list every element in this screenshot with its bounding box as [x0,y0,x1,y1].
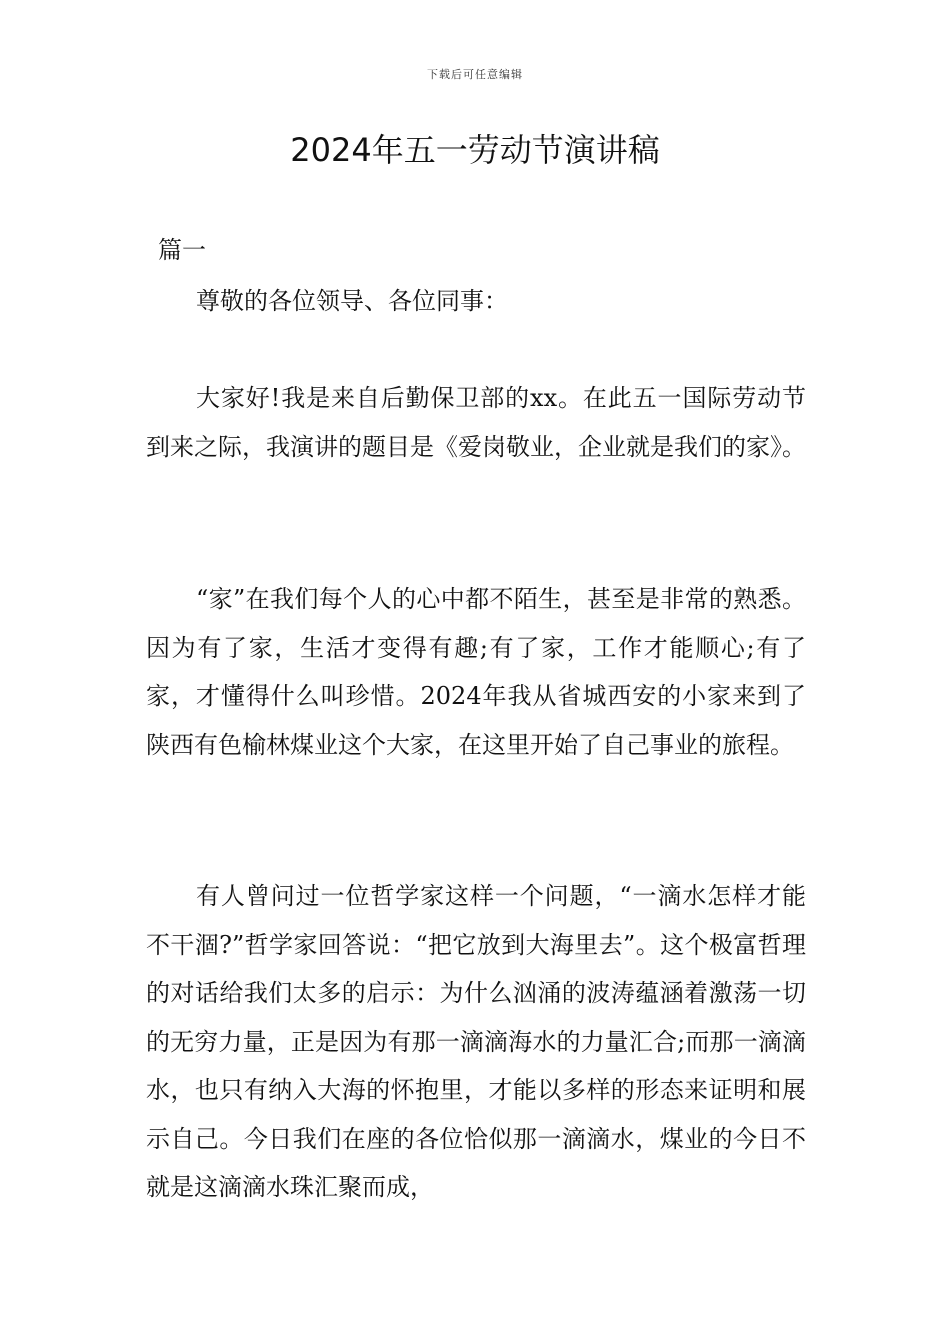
salutation: 尊敬的各位领导、各位同事： [196,287,508,315]
document-title: 2024年五一劳动节演讲稿 [290,131,660,169]
paragraph-1: 大家好!我是来自后勤保卫部的xx。在此五一国际劳动节到来之际，我演讲的题目是《爱岗敬业，企业就是我们的家》。 [146,384,806,461]
paragraph-3: 有人曾问过一位哲学家这样一个问题，“一滴水怎样才能不干涸?”哲学家回答说：“把它放到大海里去”。这个极富哲理的对话给我们太多的启示：为什么汹涌的波涛蕴涵着激荡一切的无穷力量，正是因为有那一滴滴海水的力量汇合;而那一滴滴水，也只有纳入大海的怀抱里，才能以多样的形态来证明和展示自己。今日我们在座的各位恰似那一滴滴水，煤业的今日不就是这滴滴水珠汇聚而成， [146,882,806,1201]
paragraph-2: “家”在我们每个人的心中都不陌生，甚至是非常的熟悉。因为有了家，生活才变得有趣;有了家，工作才能顺心;有了家，才懂得什么叫珍惜。2024年我从省城西安的小家来到了陕西有色榆林煤业这个大家，在这里开始了自己事业的旅程。 [146,585,806,759]
header-note: 下载后可任意编辑 [427,68,523,81]
section-label: 篇一 [158,236,206,264]
